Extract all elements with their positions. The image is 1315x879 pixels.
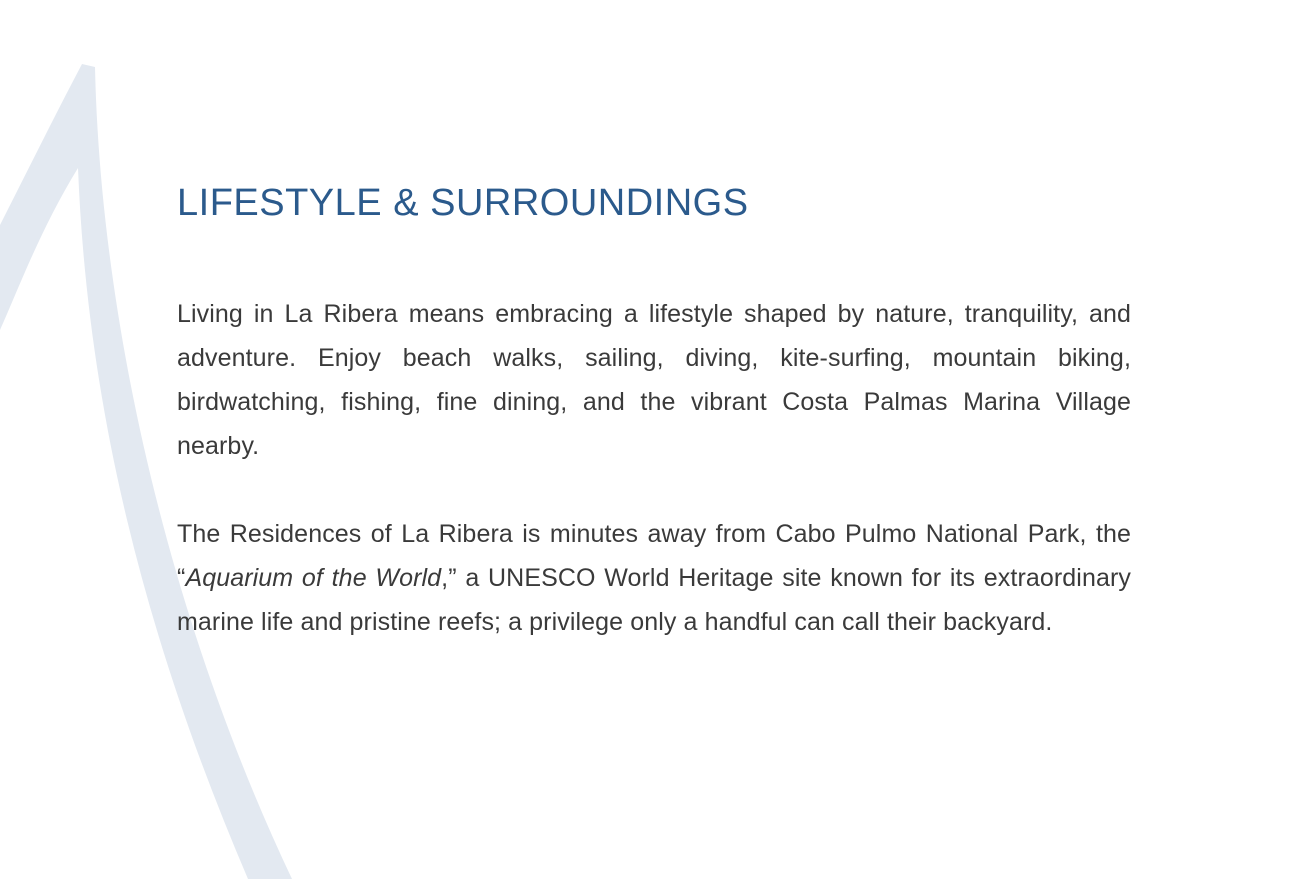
- paragraph-cabo-pulmo: [177, 512, 1131, 644]
- section-title: LIFESTYLE & SURROUNDINGS: [177, 182, 749, 224]
- lifestyle-section: [177, 178, 1131, 644]
- paragraph-cabo-pulmo-part1: The Residences of La Ribera is minutes away from Cabo Pulmo National Park, the “: [177, 520, 1131, 592]
- aquarium-emphasis: Aquarium of the World: [185, 564, 442, 592]
- paragraph-lifestyle: Living in La Ribera means embracing a lifestyle shaped by nature, tranquility, and adventure. Enjoy beach walks, sailing, diving, kite-surfing, mountain biking, birdwatching, fishing, fine dining, and the vibrant Costa Palmas Marina Village nearby.: [177, 300, 1131, 460]
- paragraph-cabo-pulmo-part2: ,” a UNESCO World Heritage site known for its extraordinary marine life and pristine reefs; a privilege only a handful can call their backyard.: [177, 564, 1131, 636]
